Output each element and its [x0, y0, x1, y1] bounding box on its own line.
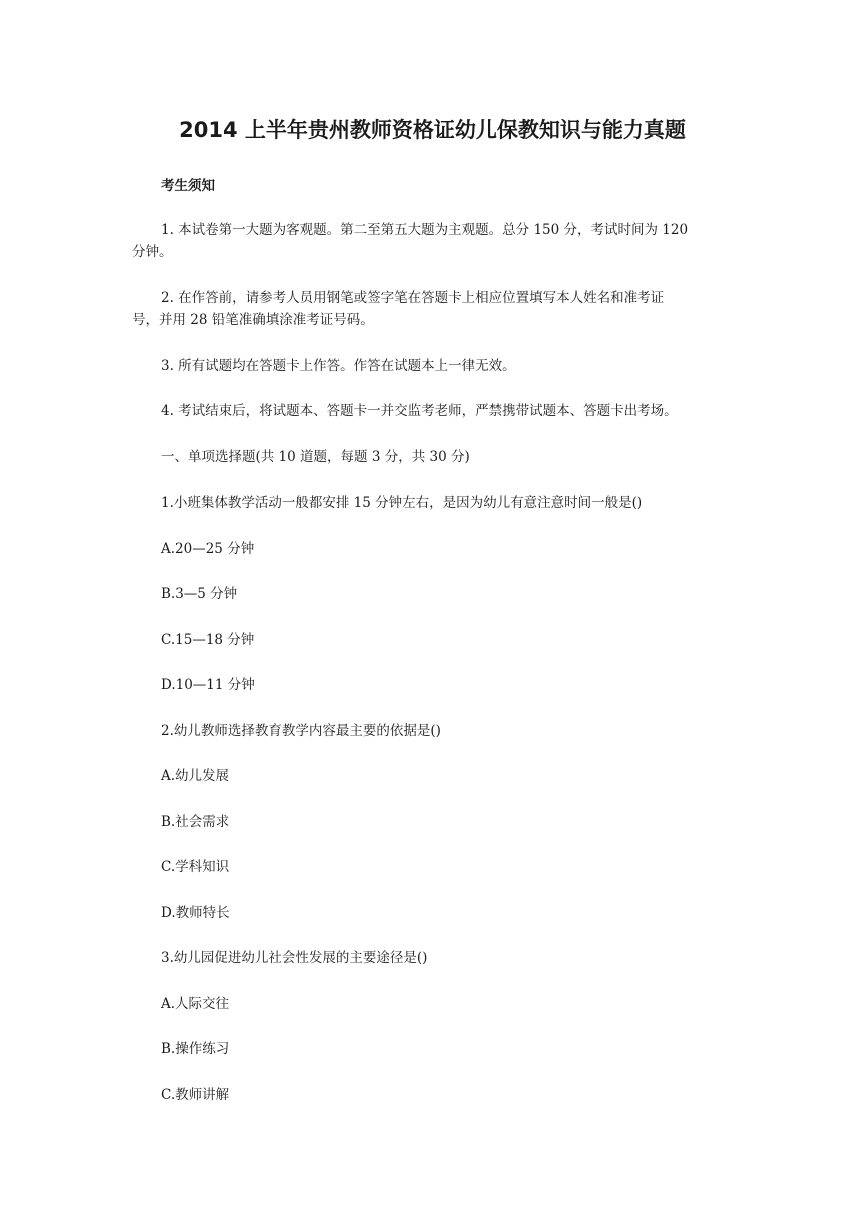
- document-title: 2014 上半年贵州教师资格证幼儿保教知识与能力真题: [179, 118, 686, 142]
- question-1-stem: 1.小班集体教学活动一般都安排 15 分钟左右，是因为幼儿有意注意时间一般是(): [161, 495, 643, 511]
- question-2-stem: 2.幼儿教师选择教育教学内容最主要的依据是(): [161, 723, 441, 739]
- notice-1-line-1: 1. 本试卷第一大题为客观题。第二至第五大题为主观题。总分 150 分，考试时间为 120: [161, 222, 689, 238]
- notice-3: 3. 所有试题均在答题卡上作答。作答在试题本上一律无效。: [161, 358, 516, 374]
- notice-1-line-2: 分钟。: [132, 244, 173, 260]
- question-3-option-b: B.操作练习: [161, 1041, 230, 1057]
- notice-2-line-1: 2. 在作答前，请参考人员用钢笔或签字笔在答题卡上相应位置填写本人姓名和准考证: [161, 290, 665, 306]
- question-3-stem: 3.幼儿园促进幼儿社会性发展的主要途径是(): [161, 950, 428, 966]
- question-3-option-a: A.人际交往: [161, 996, 230, 1012]
- notice-heading: 考生须知: [161, 178, 215, 194]
- notice-4: 4. 考试结束后，将试题本、答题卡一并交监考老师，严禁携带试题本、答题卡出考场。: [161, 403, 678, 419]
- question-2-option-c: C.学科知识: [161, 859, 230, 875]
- question-3-option-c: C.教师讲解: [161, 1087, 230, 1103]
- notice-2-line-2: 号，并用 28 铅笔准确填涂准考证号码。: [132, 312, 374, 328]
- question-2-option-b: B.社会需求: [161, 814, 230, 830]
- question-1-option-c: C.15—18 分钟: [161, 632, 255, 648]
- question-2-option-d: D.教师特长: [161, 905, 230, 921]
- question-1-option-b: B.3—5 分钟: [161, 586, 238, 602]
- question-1-option-a: A.20—25 分钟: [161, 541, 255, 557]
- question-1-option-d: D.10—11 分钟: [161, 677, 255, 693]
- question-2-option-a: A.幼儿发展: [161, 768, 230, 784]
- section-heading: 一、单项选择题(共 10 道题，每题 3 分，共 30 分): [161, 449, 470, 465]
